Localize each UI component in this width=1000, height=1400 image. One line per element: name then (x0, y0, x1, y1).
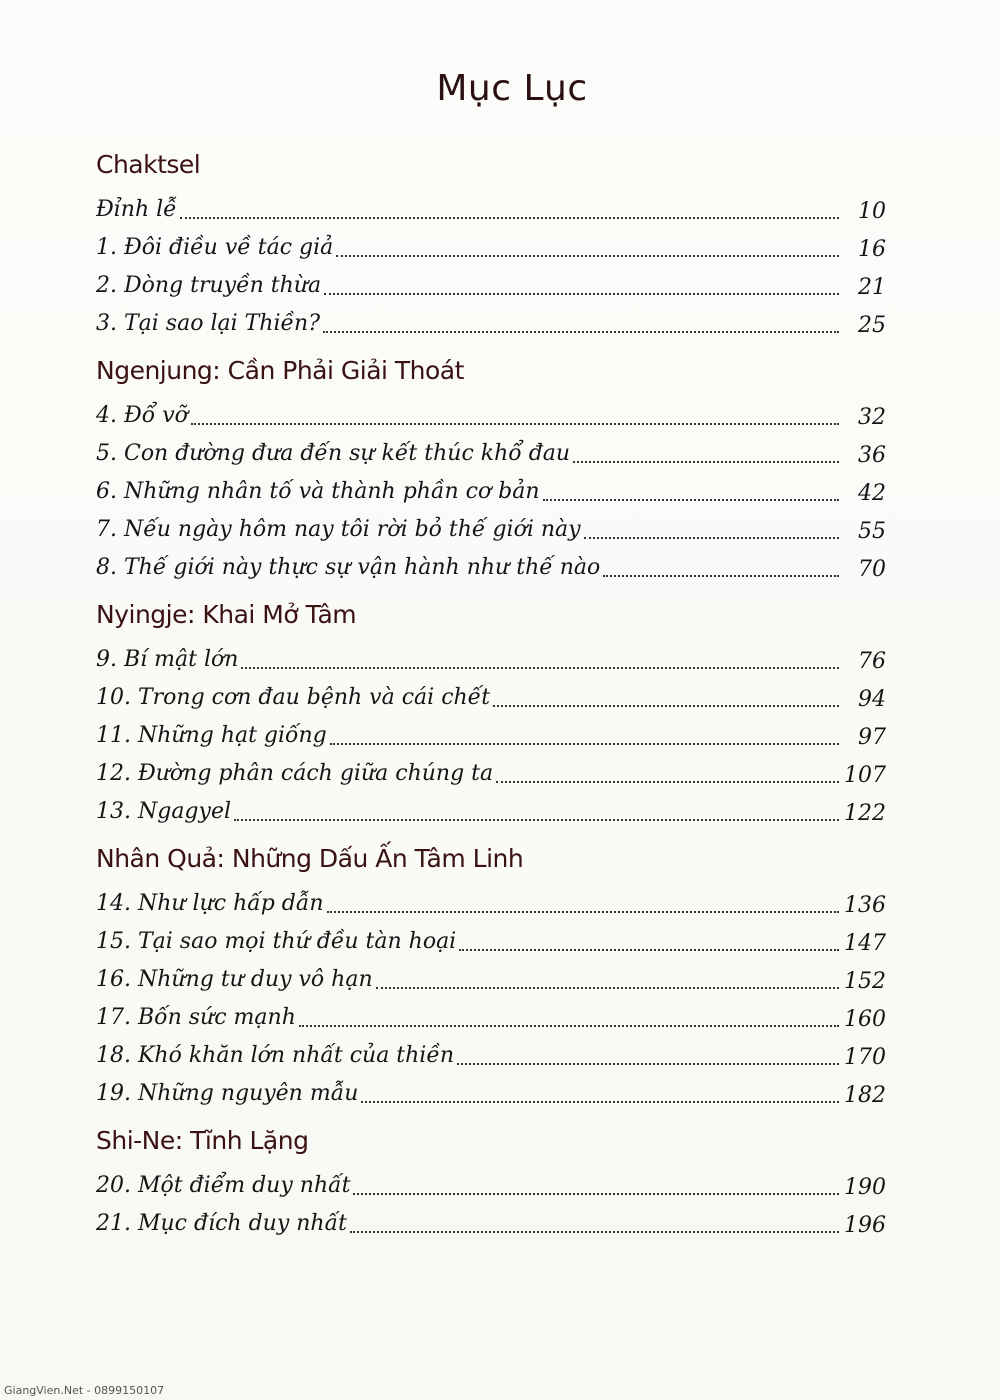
toc-entry (96, 676, 886, 714)
section-heading: Ngenjung: Cần Phải Giải Thoát (96, 356, 464, 385)
toc-entry-page: 196 (844, 1213, 886, 1238)
toc-entry-label: 1. Đôi điều về tác giả (96, 235, 334, 260)
page-title: Mục Lục (436, 68, 588, 109)
toc-entry (96, 1164, 886, 1202)
toc-entry (96, 264, 886, 302)
toc-entry-page: 152 (844, 969, 886, 994)
toc-entry (96, 470, 886, 508)
toc-entry-page: 160 (844, 1007, 886, 1032)
toc-entry-label: 6. Những nhân tố và thành phần cơ bản (96, 479, 540, 504)
dot-leader (191, 423, 839, 425)
dot-leader (457, 1063, 839, 1065)
section-gap (96, 1110, 886, 1118)
toc-entry-label: 19. Những nguyên mẫu (96, 1081, 359, 1106)
toc-entry-label: 10. Trong cơn đau bệnh và cái chết (96, 685, 491, 710)
dot-leader (353, 1193, 839, 1195)
toc-entry (96, 882, 886, 920)
toc-entry-page: 70 (858, 557, 886, 582)
dot-leader (543, 499, 839, 501)
toc-entry-page: 170 (844, 1045, 886, 1070)
toc-entry-page: 122 (844, 801, 886, 826)
toc-entry-label: 12. Đường phân cách giữa chúng ta (96, 761, 494, 786)
section-gap (96, 340, 886, 348)
dot-leader (361, 1101, 839, 1103)
toc-entry-label: 17. Bốn sức mạnh (96, 1005, 296, 1030)
table-of-contents (96, 142, 886, 1240)
toc-entry (96, 226, 886, 264)
toc-entry (96, 302, 886, 340)
toc-entry-label: 11. Những hạt giống (96, 723, 327, 748)
toc-entry-label: 21. Mục đích duy nhất (96, 1211, 347, 1236)
toc-entry (96, 790, 886, 828)
toc-entry-label: Đỉnh lễ (96, 197, 177, 222)
dot-leader (350, 1231, 839, 1233)
dot-leader (330, 743, 839, 745)
toc-entry-page: 182 (844, 1083, 886, 1108)
dot-leader (241, 667, 839, 669)
section-heading: Nhân Quả: Những Dấu Ấn Tâm Linh (96, 844, 524, 873)
toc-entry-label: 13. Ngagyel (96, 799, 231, 824)
toc-entry-label: 15. Tại sao mọi thứ đều tàn hoại (96, 929, 457, 954)
section-heading: Nyingje: Khai Mở Tâm (96, 600, 357, 629)
dot-leader (603, 575, 839, 577)
toc-entry (96, 1202, 886, 1240)
dot-leader (459, 949, 839, 951)
dot-leader (324, 293, 839, 295)
toc-entry (96, 958, 886, 996)
dot-leader (180, 217, 839, 219)
toc-entry-page: 42 (858, 481, 886, 506)
toc-entry (96, 508, 886, 546)
dot-leader (496, 781, 839, 783)
section-heading: Chaktsel (96, 150, 201, 179)
toc-entry-page: 107 (844, 763, 886, 788)
toc-entry-page: 16 (858, 237, 886, 262)
toc-entry-page: 55 (858, 519, 886, 544)
footer-watermark: GiangVien.Net - 0899150107 (4, 1384, 165, 1397)
dot-leader (299, 1025, 839, 1027)
dot-leader (584, 537, 839, 539)
toc-entry (96, 432, 886, 470)
toc-entry (96, 920, 886, 958)
toc-entry-page: 136 (844, 893, 886, 918)
toc-entry-label: 20. Một điểm duy nhất (96, 1173, 351, 1198)
toc-entry-label: 14. Như lực hấp dẫn (96, 891, 324, 916)
toc-entry-page: 94 (858, 687, 886, 712)
toc-entry-label: 16. Những tư duy vô hạn (96, 967, 373, 992)
section-gap (96, 584, 886, 592)
section-heading: Shi-Ne: Tĩnh Lặng (96, 1126, 309, 1155)
toc-entry (96, 996, 886, 1034)
toc-entry-page: 36 (858, 443, 886, 468)
toc-entry-page: 21 (858, 275, 886, 300)
toc-entry (96, 1072, 886, 1110)
toc-entry-label: 9. Bí mật lớn (96, 647, 239, 672)
toc-entry-page: 190 (844, 1175, 886, 1200)
toc-entry-page: 97 (858, 725, 886, 750)
toc-entry (96, 394, 886, 432)
toc-entry-page: 10 (858, 199, 886, 224)
section-gap (96, 828, 886, 836)
dot-leader (327, 911, 839, 913)
dot-leader (573, 461, 839, 463)
toc-entry-page: 147 (844, 931, 886, 956)
toc-entry-page: 76 (858, 649, 886, 674)
toc-entry (96, 1034, 886, 1072)
dot-leader (234, 819, 839, 821)
toc-entry (96, 752, 886, 790)
toc-entry-label: 2. Dòng truyền thừa (96, 273, 322, 298)
toc-entry (96, 188, 886, 226)
toc-entry-label: 5. Con đường đưa đến sự kết thúc khổ đau (96, 441, 571, 466)
toc-entry-label: 18. Khó khăn lớn nhất của thiền (96, 1043, 455, 1068)
toc-entry (96, 546, 886, 584)
toc-entry (96, 638, 886, 676)
dot-leader (376, 987, 839, 989)
dot-leader (323, 331, 839, 333)
toc-entry-label: 7. Nếu ngày hôm nay tôi rời bỏ thế giới này (96, 517, 581, 542)
toc-entry-label: 8. Thế giới này thực sự vận hành như thế nào (96, 555, 601, 580)
dot-leader (336, 255, 839, 257)
toc-entry-page: 32 (858, 405, 886, 430)
dot-leader (493, 705, 839, 707)
toc-entry-label: 3. Tại sao lại Thiền? (96, 311, 321, 336)
toc-entry-label: 4. Đổ vỡ (96, 403, 188, 428)
toc-entry-page: 25 (858, 313, 886, 338)
toc-entry (96, 714, 886, 752)
